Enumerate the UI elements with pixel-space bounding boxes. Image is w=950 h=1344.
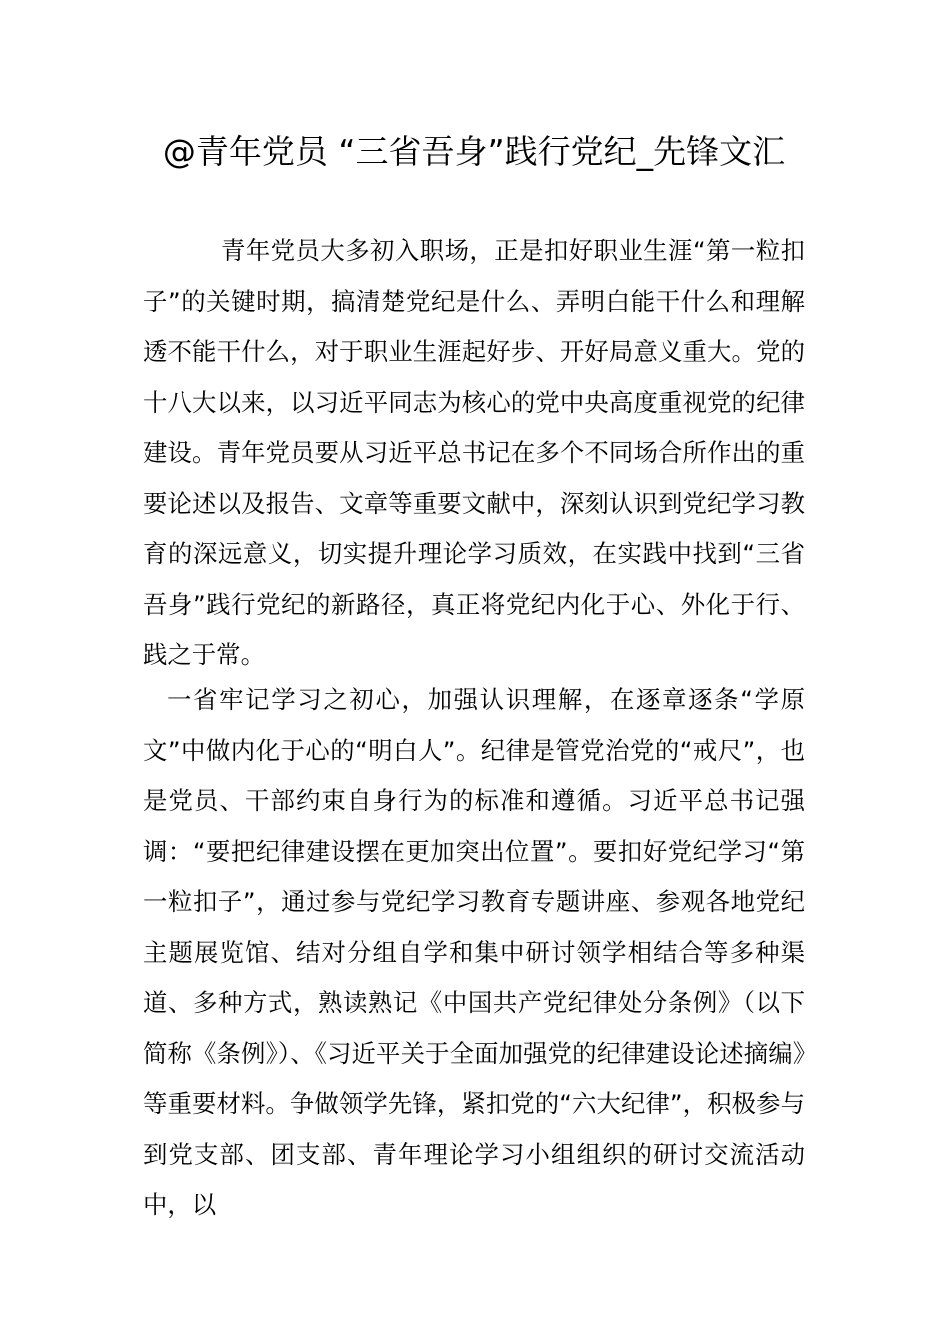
paragraph-1: 青年党员大多初入职场，正是扣好职业生涯“第一粒扣子”的关键时期，搞清楚党纪是什么、弄明白能干什么和理解透不能干什么，对于职业生涯起好步、开好局意义重大。党的十八大以来，以习近平同志为核心的党中央高度重视党的纪律建设。青年党员要从习近平总书记在多个不同场合所作出的重要论述以及报告、文章等重要文献中，深刻认识到党纪学习教育的深远意义，切实提升理论学习质效，在实践中找到“三省吾身”践行党纪的新路径，真正将党纪内化于心、外化于行、践之于常。 (143, 236, 805, 669)
paragraph-2: 一省牢记学习之初心，加强认识理解，在逐章逐条“学原文”中做内化于心的“明白人”。纪律是管党治党的“戒尺”，也是党员、干部约束自身行为的标准和遵循。习近平总书记强调：“要把纪律建设摆在更加突出位置”。要扣好党纪学习“第一粒扣子”，通过参与党纪学习教育专题讲座、参观各地党纪主题展览馆、结对分组自学和集中研讨领学相结合等多种渠道、多种方式，熟读熟记《中国共产党纪律处分条例》（以下简称《条例》）、《习近平关于全面加强党的纪律建设论述摘编》等重要材料。争做领学先锋，紧扣党的“六大纪律”，积极参与到党支部、团支部、青年理论学习小组组织的研讨交流活动中，以 (143, 685, 805, 1219)
document-title: @青年党员 “三省吾身”践行党纪_先锋文汇 (162, 132, 786, 171)
